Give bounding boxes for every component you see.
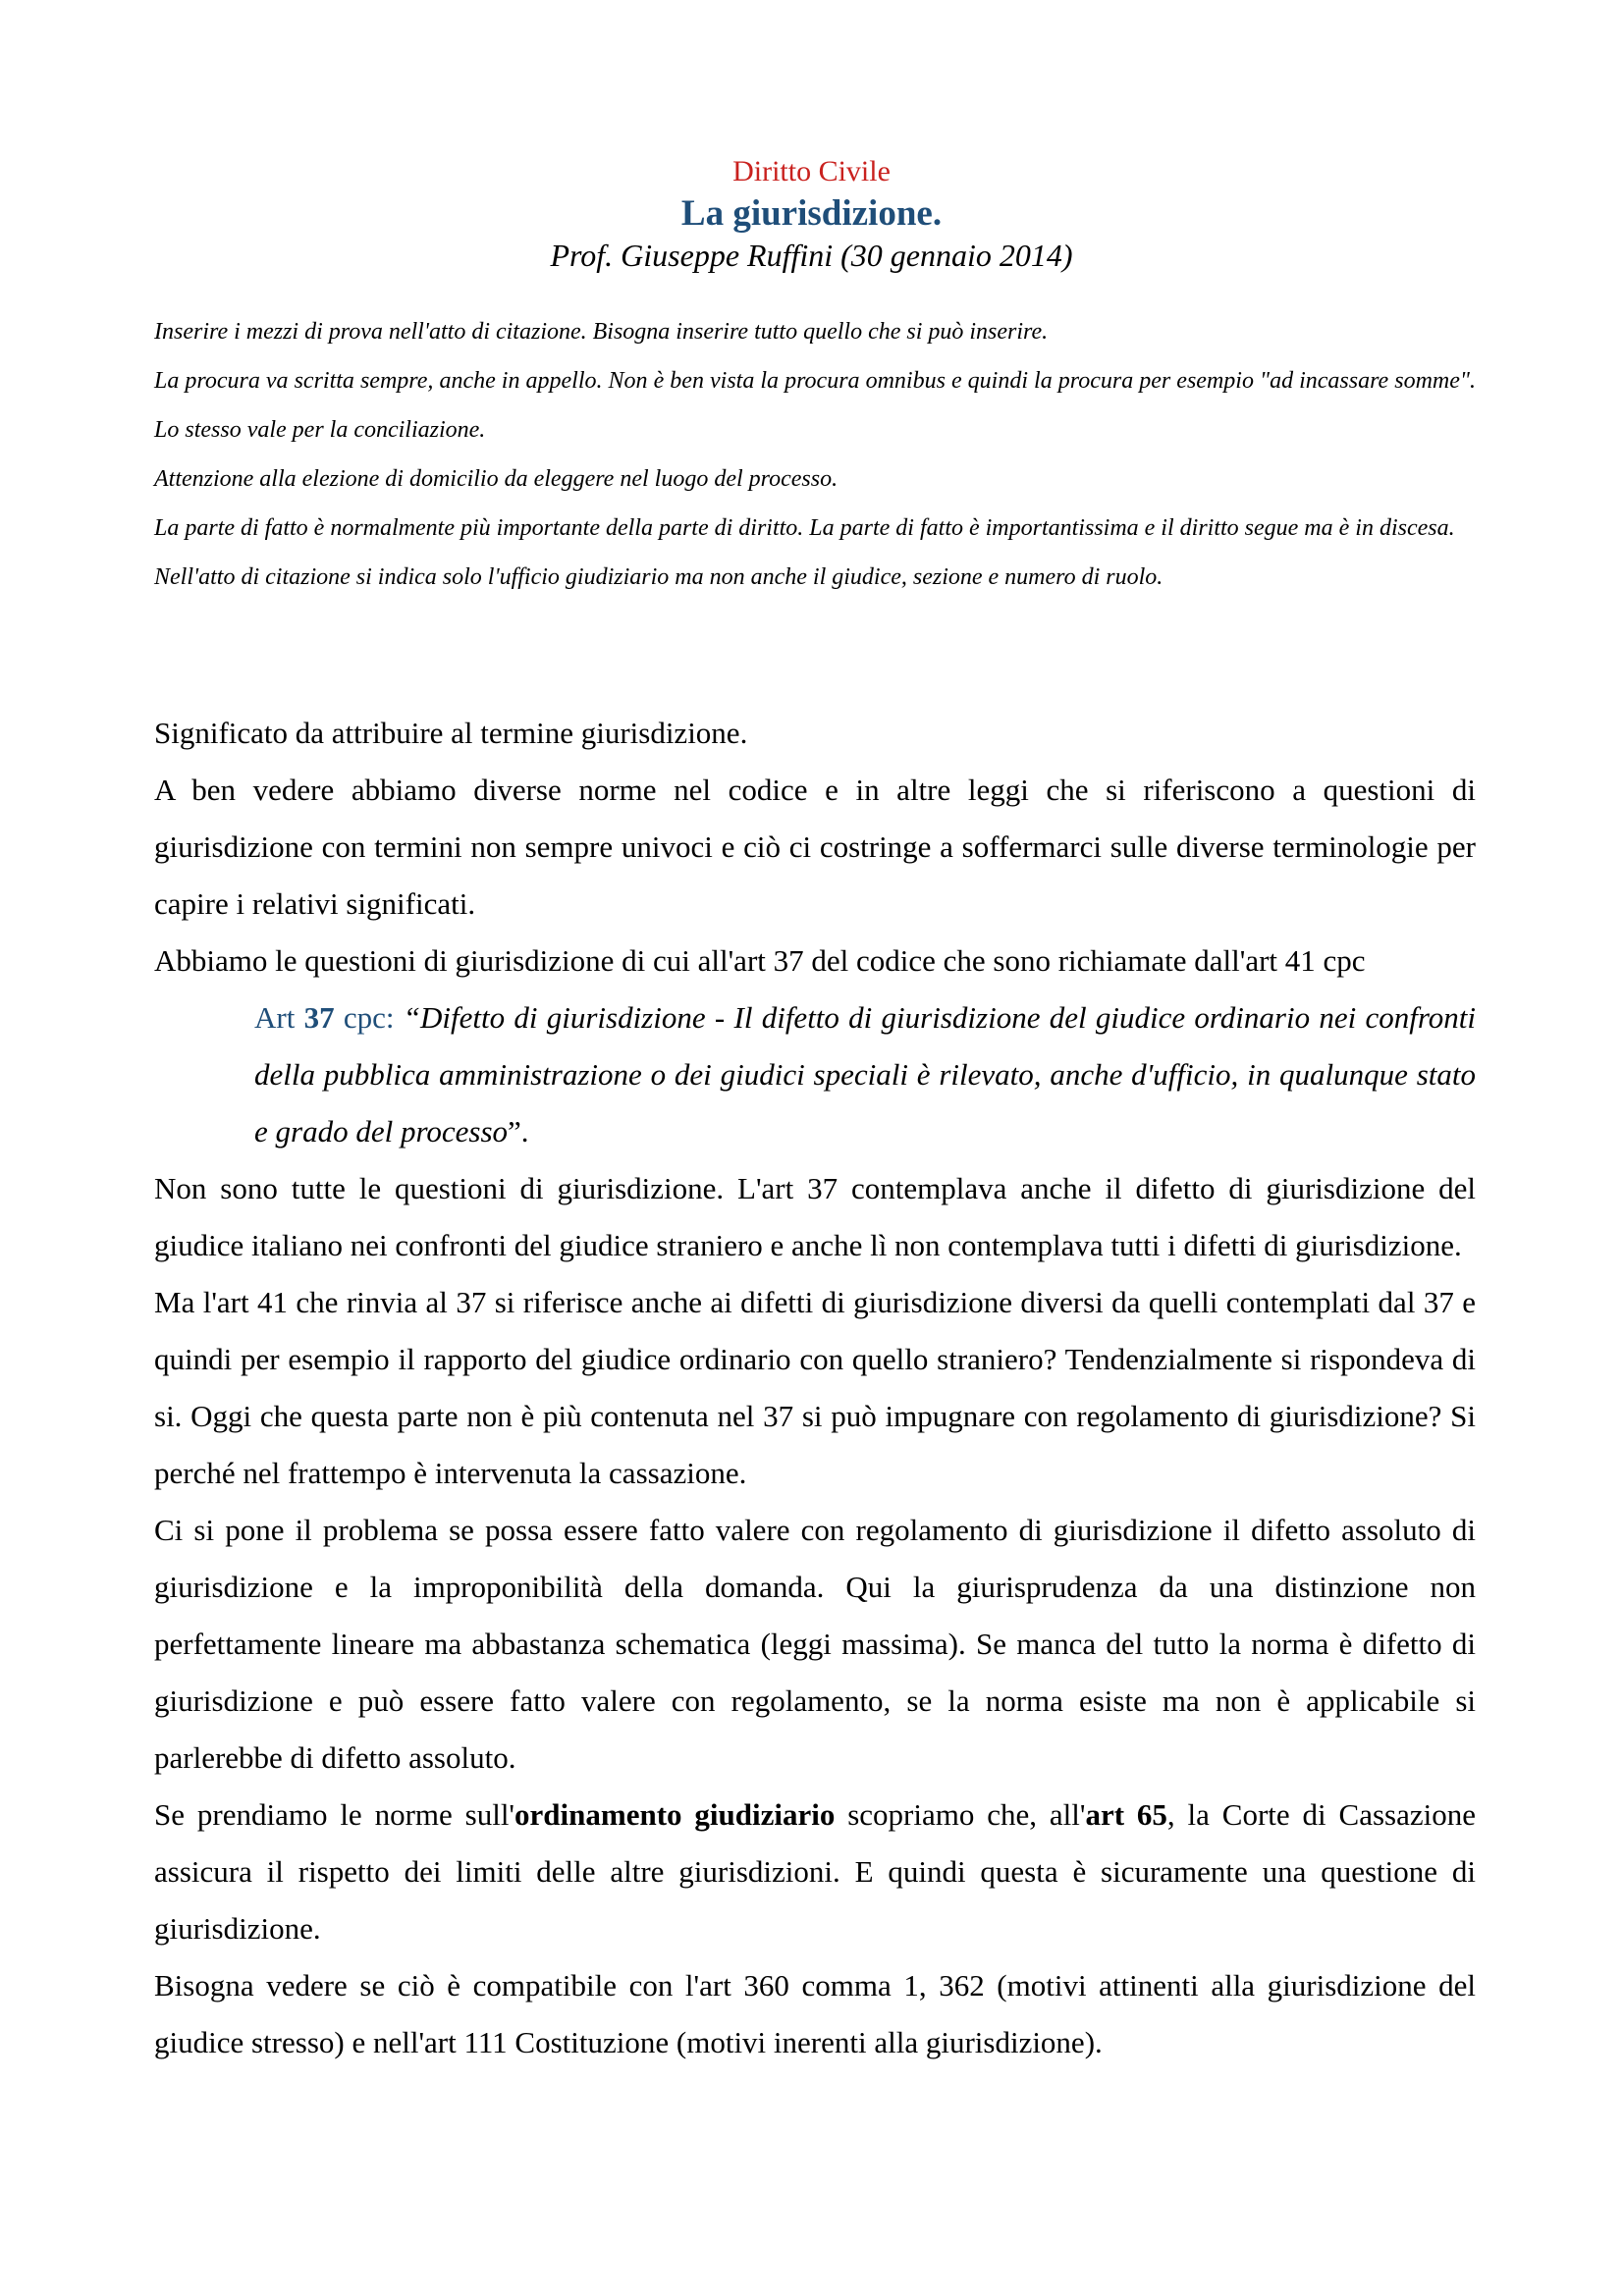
body-text: [154, 705, 1476, 2071]
text-run: scopriamo che, all': [835, 1797, 1086, 1832]
notes-section: [154, 307, 1476, 602]
body-paragraph: Ci si pone il problema se possa essere fatto valere con regolamento di giurisdizione il difetto assoluto di giurisdizione e la improponibilità della domanda. Qui la giurisprudenza da una distinzione non perfettamente lineare ma abbastanza schematica (leggi massima). Se manca del tutto la norma è difetto di giurisdizione e può essere fatto valere con regolamento, se la norma esiste ma non è applicabile si parlerebbe di difetto assoluto.: [154, 1513, 1476, 1775]
quote-closing: ”.: [508, 1114, 529, 1148]
document-subject: Diritto Civile: [732, 155, 891, 187]
quote-text: “Difetto di giurisdizione - Il difetto di giurisdizione del giudice ordinario nei confronti della pubblica amministrazione o dei giudici speciali è rilevato, anche d'ufficio, in qualunque stato e grado del processo: [254, 1000, 1476, 1148]
note-paragraph: Nell'atto di citazione si indica solo l'ufficio giudiziario ma non anche il giudice, sezione e numero di ruolo.: [154, 564, 1163, 590]
text-run: Se prendiamo le norme sull': [154, 1797, 515, 1832]
text-run: , la Corte di Cassazione assicura il rispetto dei limiti delle altre giurisdizioni. E quindi questa è sicuramente una questione di giurisdizione.: [154, 1797, 1476, 1946]
document-title: La giurisdizione.: [680, 193, 943, 234]
quote-ref-suffix: cpc:: [334, 1000, 404, 1035]
body-paragraph: [154, 1787, 1476, 1957]
bold-term: art 65: [1085, 1797, 1167, 1832]
quote-reference: [254, 1000, 404, 1035]
body-paragraph: Bisogna vedere se ciò è compatibile con l'art 360 comma 1, 362 (motivi attinenti alla giurisdizione del giudice stresso) e nell'art 111 Costituzione (motivi inerenti alla giurisdizione).: [154, 1968, 1476, 2059]
note-paragraph: La procura va scritta sempre, anche in appello. Non è ben vista la procura omnibus e quindi la procura per esempio "ad incassare somme". Lo stesso vale per la conciliazione.: [154, 368, 1476, 443]
body-paragraph: Significato da attribuire al termine giurisdizione.: [154, 716, 748, 750]
body-paragraph: Non sono tutte le questioni di giurisdizione. L'art 37 contemplava anche il difetto di giurisdizione del giudice italiano nei confronti del giudice straniero e anche lì non contemplava tutti i difetti di giurisdizione.: [154, 1171, 1476, 1262]
body-paragraph: Ma l'art 41 che rinvia al 37 si riferisce anche ai difetti di giurisdizione diversi da quelli contemplati dal 37 e quindi per esempio il rapporto del giudice ordinario con quello straniero? Tendenzialmente si rispondeva di si. Oggi che questa parte non è più contenuta nel 37 si può impugnare con regolamento di giurisdizione? Si perché nel frattempo è intervenuta la cassazione.: [154, 1285, 1476, 1490]
quote-ref-prefix: Art: [254, 1000, 304, 1035]
quote-ref-number: 37: [303, 1000, 335, 1035]
bold-term: ordinamento giudiziario: [514, 1797, 836, 1832]
note-paragraph: Attenzione alla elezione di domicilio da eleggere nel luogo del processo.: [154, 466, 839, 492]
article-quote: [154, 989, 1476, 1160]
note-paragraph: La parte di fatto è normalmente più importante della parte di diritto. La parte di fatto è importantissima e il diritto segue ma è in discesa.: [154, 515, 1455, 541]
body-paragraph: Abbiamo le questioni di giurisdizione di cui all'art 37 del codice che sono richiamate dall'art 41 cpc: [154, 943, 1366, 978]
note-paragraph: Inserire i mezzi di prova nell'atto di citazione. Bisogna inserire tutto quello che si può inserire.: [154, 319, 1049, 345]
document-author: Prof. Giuseppe Ruffini (30 gennaio 2014): [550, 238, 1073, 273]
body-paragraph: A ben vedere abbiamo diverse norme nel codice e in altre leggi che si riferiscono a questioni di giurisdizione con termini non sempre univoci e ciò ci costringe a soffermarci sulle diverse terminologie per capire i relativi significati.: [154, 773, 1476, 921]
